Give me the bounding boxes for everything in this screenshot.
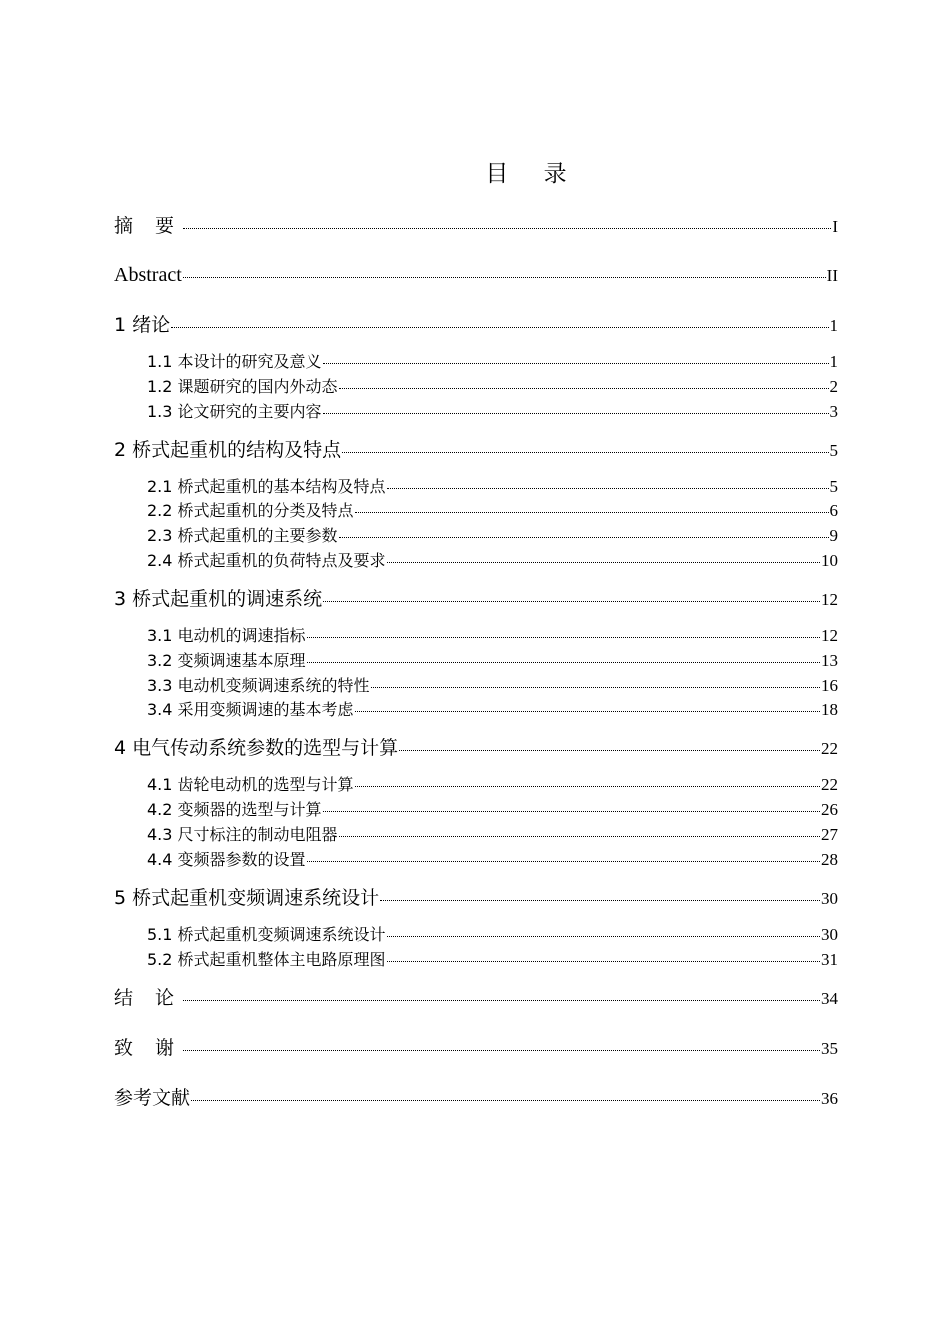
- toc-entry-chapter-3[interactable]: [114, 586, 838, 612]
- toc-entry-label: 2 桥式起重机的结构及特点: [114, 439, 342, 461]
- toc-dot-leader: [399, 750, 820, 751]
- toc-dot-leader: [307, 637, 820, 638]
- toc-entry-section-2-1[interactable]: [147, 474, 838, 500]
- toc-entry-section-1-3[interactable]: [147, 399, 838, 425]
- toc-entry-label: 致 谢: [114, 1037, 183, 1059]
- toc-entry-chapter-2[interactable]: [114, 437, 838, 463]
- toc-entry-label: 2.2 桥式起重机的分类及特点: [147, 501, 354, 520]
- toc-entry-page: 34: [821, 989, 838, 1008]
- toc-entry-section-4-2[interactable]: [147, 797, 838, 823]
- toc-entry-page: 10: [821, 551, 838, 570]
- toc-entry-page: 30: [821, 889, 838, 908]
- toc-entry-page: 18: [821, 700, 838, 719]
- toc-entry-abstract-en[interactable]: [114, 262, 838, 288]
- toc-entry-page: 12: [821, 590, 838, 609]
- toc-entry-page: 12: [821, 626, 838, 645]
- toc-entry-page: 2: [829, 377, 838, 396]
- toc-entry-label: 4.2 变频器的选型与计算: [147, 800, 322, 819]
- toc-entry-page: 5: [829, 441, 838, 460]
- toc-entry-page: 1: [829, 352, 838, 371]
- toc-dot-leader: [307, 861, 820, 862]
- toc-entry-page: I: [832, 217, 838, 236]
- toc-entry-page: 5: [829, 477, 838, 496]
- toc-dot-leader: [183, 1000, 820, 1001]
- toc-entry-section-4-3[interactable]: [147, 822, 838, 848]
- toc-entry-page: 36: [821, 1089, 838, 1108]
- toc-entry-page: 9: [829, 526, 838, 545]
- toc-entry-label: 参考文献: [114, 1087, 191, 1109]
- toc-entry-page: 31: [821, 950, 838, 969]
- toc-entry-chapter-5[interactable]: [114, 885, 838, 911]
- toc-entry-section-2-2[interactable]: [147, 498, 838, 524]
- toc-entry-label: 4.4 变频器参数的设置: [147, 850, 306, 869]
- toc-entry-section-4-1[interactable]: [147, 772, 838, 798]
- toc-entry-label: Abstract: [114, 264, 182, 286]
- toc-dot-leader: [183, 228, 831, 229]
- toc-entry-section-3-1[interactable]: [147, 623, 838, 649]
- toc-entry-label: 3.2 变频调速基本原理: [147, 651, 306, 670]
- toc-entry-conclusion[interactable]: [114, 985, 838, 1011]
- toc-entry-page: 30: [821, 925, 838, 944]
- toc-entry-section-5-2[interactable]: [147, 947, 838, 973]
- toc-entry-label: 3.4 采用变频调速的基本考虑: [147, 700, 354, 719]
- toc-dot-leader: [387, 562, 820, 563]
- toc-entry-page: 3: [829, 402, 838, 421]
- toc-entry-section-1-2[interactable]: [147, 374, 838, 400]
- toc-dot-leader: [183, 1050, 820, 1051]
- toc-entry-label: 5.1 桥式起重机变频调速系统设计: [147, 925, 386, 944]
- toc-dot-leader: [339, 836, 820, 837]
- toc-dot-leader: [387, 961, 820, 962]
- toc-entry-page: 1: [829, 316, 838, 335]
- toc-entry-page: 28: [821, 850, 838, 869]
- toc-entry-page: 6: [829, 501, 838, 520]
- toc-dot-leader: [355, 512, 829, 513]
- toc-dot-leader: [171, 327, 828, 328]
- toc-entry-abstract-cn[interactable]: [114, 213, 838, 239]
- toc-entry-section-1-1[interactable]: [147, 349, 838, 375]
- toc-dot-leader: [380, 900, 820, 901]
- toc-entry-label: 2.3 桥式起重机的主要参数: [147, 526, 338, 545]
- toc-dot-leader: [323, 811, 820, 812]
- toc-entry-label: 1.3 论文研究的主要内容: [147, 402, 322, 421]
- toc-entry-page: 13: [821, 651, 838, 670]
- toc-entry-label: 1.1 本设计的研究及意义: [147, 352, 322, 371]
- toc-dot-leader: [371, 687, 820, 688]
- toc-dot-leader: [339, 537, 829, 538]
- toc-dot-leader: [323, 413, 829, 414]
- toc-entry-page: II: [826, 266, 838, 285]
- toc-entry-section-3-3[interactable]: [147, 673, 838, 699]
- toc-entry-page: 26: [821, 800, 838, 819]
- toc-dot-leader: [387, 936, 820, 937]
- toc-entry-references[interactable]: [114, 1085, 838, 1111]
- toc-entry-label: 3.3 电动机变频调速系统的特性: [147, 676, 370, 695]
- toc-dot-leader: [323, 363, 829, 364]
- toc-entry-page: 22: [821, 775, 838, 794]
- toc-dot-leader: [191, 1100, 820, 1101]
- toc-entry-label: 2.4 桥式起重机的负荷特点及要求: [147, 551, 386, 570]
- toc-dot-leader: [355, 711, 820, 712]
- toc-entry-page: 27: [821, 825, 838, 844]
- toc-entry-section-2-4[interactable]: [147, 548, 838, 574]
- toc-entry-label: 2.1 桥式起重机的基本结构及特点: [147, 477, 386, 496]
- toc-entry-section-3-2[interactable]: [147, 648, 838, 674]
- toc-entry-label: 4 电气传动系统参数的选型与计算: [114, 737, 399, 759]
- toc-entry-label: 摘 要: [114, 215, 183, 237]
- toc-entry-label: 5 桥式起重机变频调速系统设计: [114, 887, 380, 909]
- toc-dot-leader: [339, 388, 829, 389]
- toc-entry-label: 1.2 课题研究的国内外动态: [147, 377, 338, 396]
- toc-entry-label: 5.2 桥式起重机整体主电路原理图: [147, 950, 386, 969]
- toc-dot-leader: [387, 488, 829, 489]
- toc-entry-label: 结 论: [114, 987, 183, 1009]
- toc-entry-page: 22: [821, 739, 838, 758]
- toc-dot-leader: [355, 786, 820, 787]
- toc-dot-leader: [307, 662, 820, 663]
- toc-dot-leader: [183, 277, 826, 278]
- toc-dot-leader: [342, 452, 828, 453]
- toc-entry-chapter-1[interactable]: [114, 312, 838, 338]
- toc-entry-label: 3.1 电动机的调速指标: [147, 626, 306, 645]
- toc-entry-page: 16: [821, 676, 838, 695]
- toc-entry-section-3-4[interactable]: [147, 697, 838, 723]
- toc-entry-label: 4.1 齿轮电动机的选型与计算: [147, 775, 354, 794]
- toc-entry-label: 3 桥式起重机的调速系统: [114, 588, 323, 610]
- toc-entry-section-5-1[interactable]: [147, 922, 838, 948]
- toc-entry-chapter-4[interactable]: [114, 735, 838, 761]
- toc-entry-page: 35: [821, 1039, 838, 1058]
- toc-title-text: 目 录: [485, 161, 581, 187]
- toc-entry-label: 1 绪论: [114, 314, 171, 336]
- toc-entry-section-2-3[interactable]: [147, 523, 838, 549]
- toc-entry-section-4-4[interactable]: [147, 847, 838, 873]
- toc-entry-acknowledgement[interactable]: [114, 1035, 838, 1061]
- toc-dot-leader: [323, 601, 820, 602]
- toc-entry-label: 4.3 尺寸标注的制动电阻器: [147, 825, 338, 844]
